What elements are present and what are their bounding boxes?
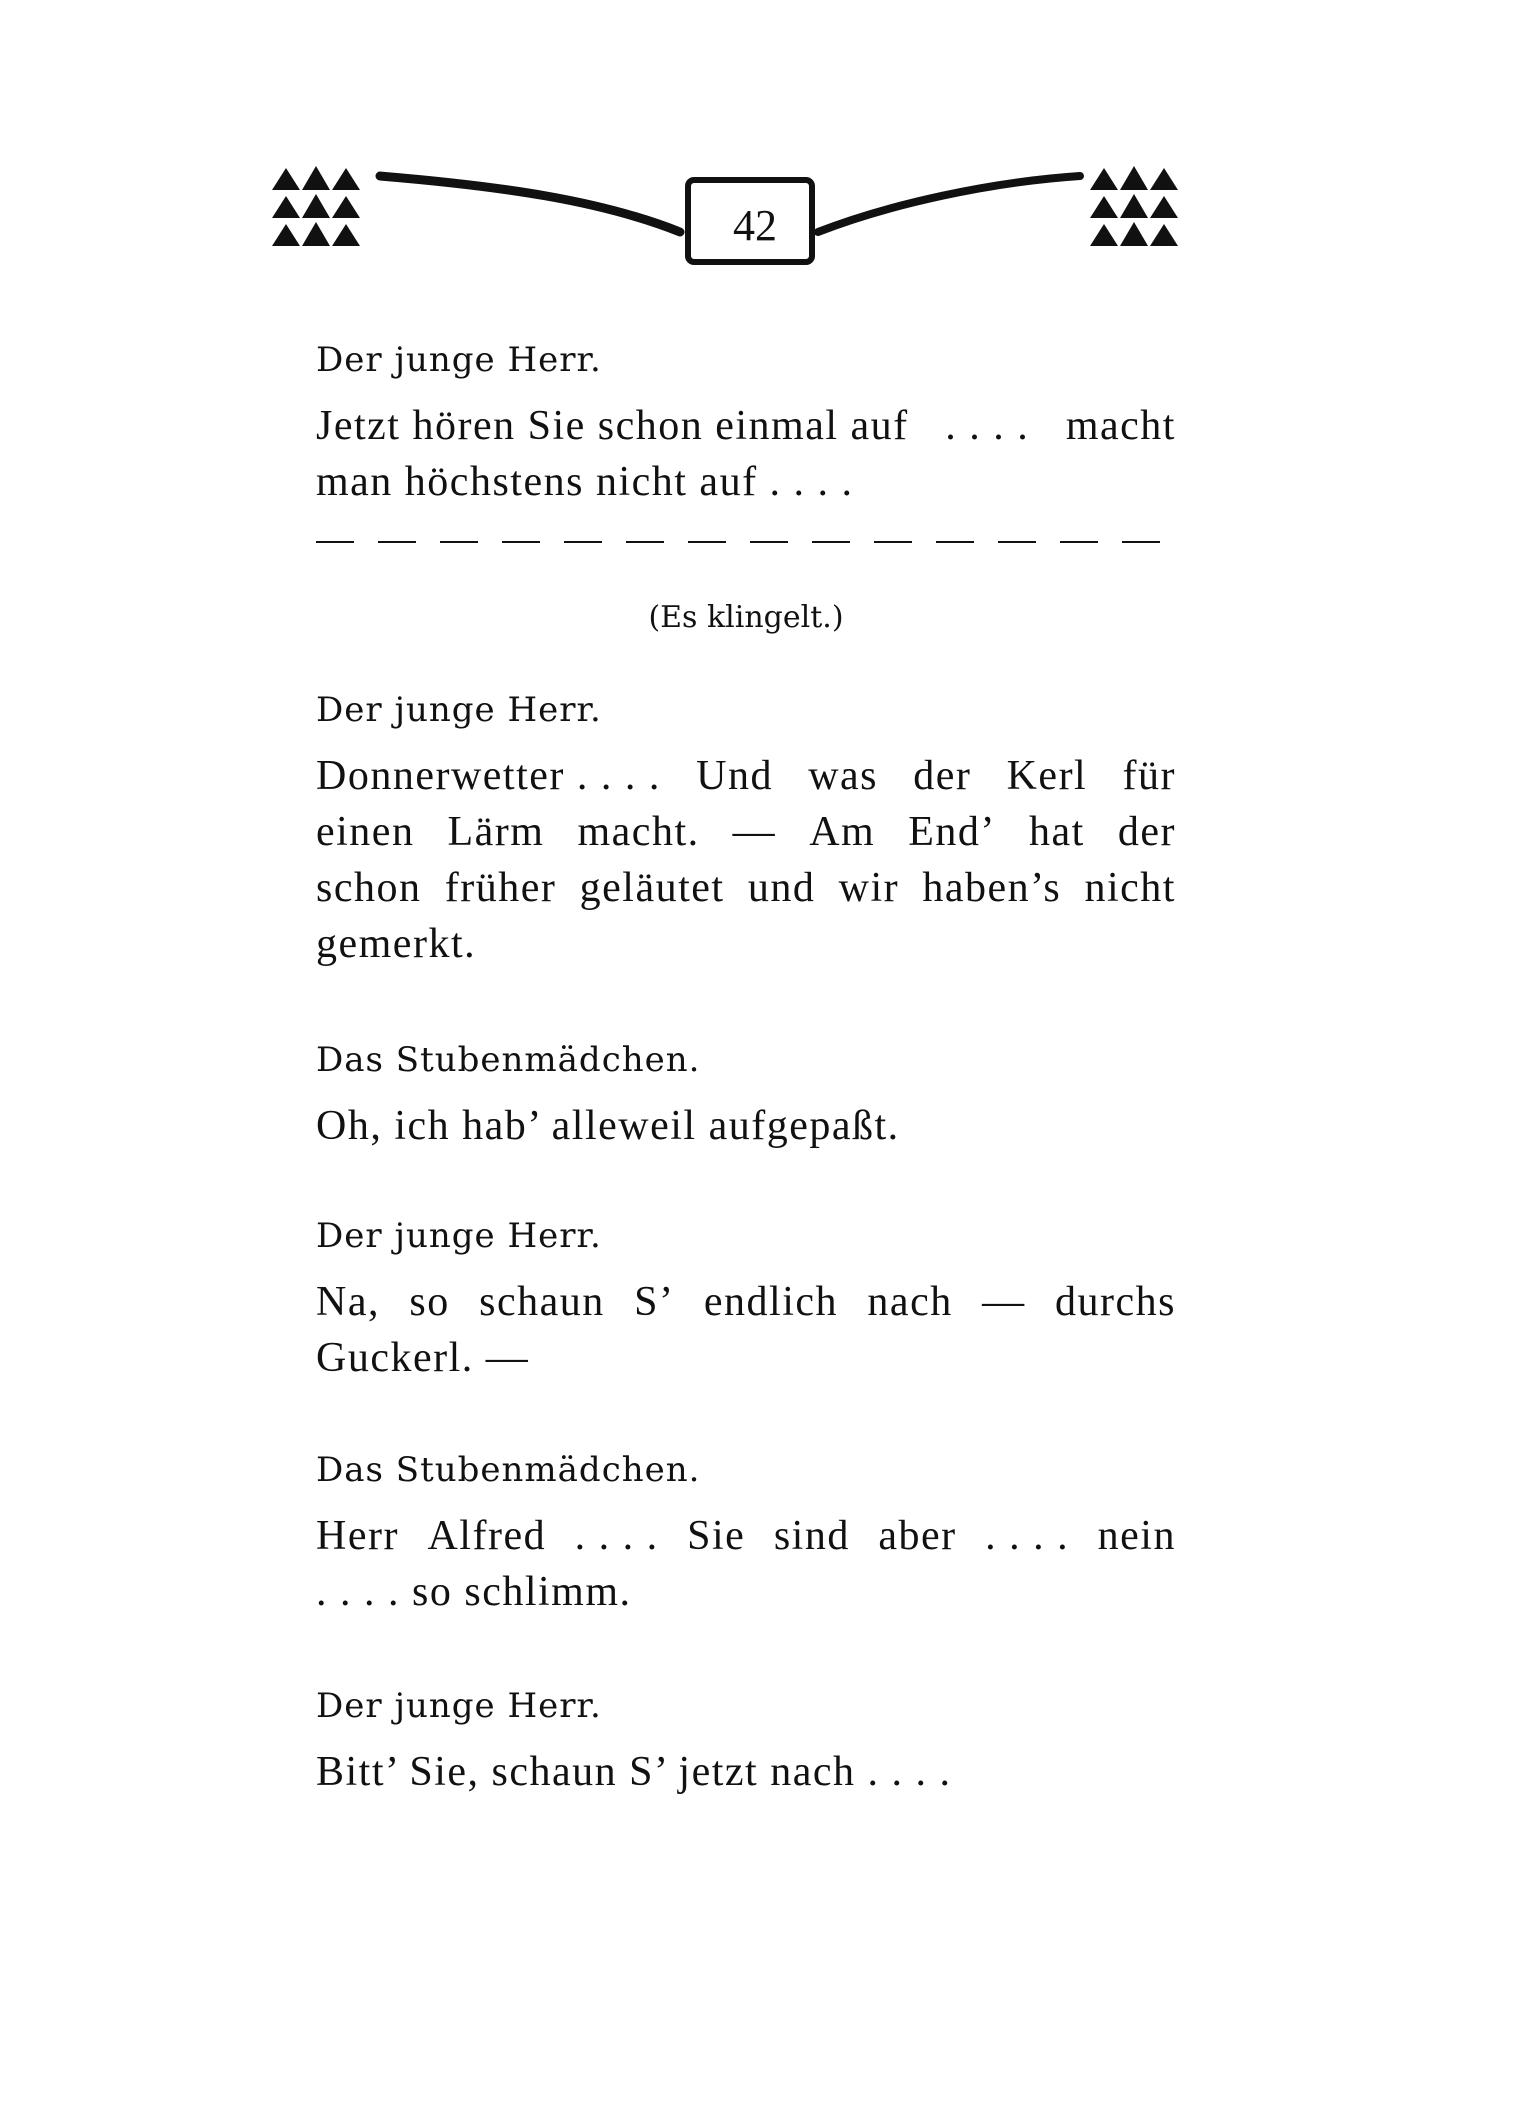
dialogue-line bbox=[316, 1744, 1176, 1800]
word: Na, bbox=[316, 1279, 380, 1325]
dialogue-line bbox=[316, 860, 1176, 916]
dialogue-line bbox=[316, 1330, 1176, 1386]
word: Herr bbox=[316, 1513, 399, 1559]
word: nein bbox=[1097, 1513, 1176, 1559]
word: für bbox=[1122, 753, 1176, 799]
word: — bbox=[732, 809, 777, 855]
word: macht bbox=[1065, 403, 1176, 449]
dialogue-line bbox=[316, 454, 1176, 510]
dialogue-line bbox=[316, 916, 1176, 972]
word: Bitt’ Sie, schaun S’ jetzt nach . . . . bbox=[316, 1749, 952, 1795]
word: Oh, ich hab’ alleweil aufgepaßt. bbox=[316, 1103, 900, 1149]
word: wir bbox=[838, 865, 900, 911]
speaker-name: Der junge Herr. bbox=[316, 340, 602, 380]
word: gemerkt. bbox=[316, 921, 477, 967]
word: nicht bbox=[1084, 865, 1176, 911]
word: S’ bbox=[634, 1279, 675, 1325]
dialogue-line bbox=[316, 1098, 1176, 1154]
word: Donnerwetter . . . . bbox=[316, 753, 661, 799]
word: Und bbox=[696, 753, 773, 799]
word: einen bbox=[316, 809, 415, 855]
dashed-rule bbox=[316, 540, 1176, 544]
dialogue-line bbox=[316, 398, 1176, 454]
speaker-name: Der junge Herr. bbox=[316, 1686, 602, 1726]
word: Am bbox=[809, 809, 876, 855]
word: man höchstens nicht auf . . . . bbox=[316, 459, 854, 505]
stage-direction: (Es klingelt.) bbox=[648, 600, 844, 635]
page-number: 42 bbox=[733, 200, 777, 250]
dialogue-block bbox=[316, 1686, 1176, 1800]
word: . . . . so schlimm. bbox=[316, 1569, 632, 1615]
dialogue-block bbox=[316, 340, 1176, 510]
word: schon bbox=[316, 865, 422, 911]
dialogue-line bbox=[316, 1274, 1176, 1330]
word: Lärm bbox=[447, 809, 545, 855]
dialogue-block bbox=[316, 690, 1176, 972]
dialogue-block bbox=[316, 1216, 1176, 1386]
word: früher bbox=[444, 865, 557, 911]
word: schaun bbox=[479, 1279, 605, 1325]
speaker-name: Der junge Herr. bbox=[316, 1216, 602, 1256]
dialogue-line bbox=[316, 1508, 1176, 1564]
word: nach bbox=[867, 1279, 953, 1325]
word: . . . . bbox=[945, 403, 1030, 449]
word: — bbox=[982, 1279, 1026, 1325]
speaker-name: Das Stubenmädchen. bbox=[316, 1040, 701, 1080]
word: geläutet bbox=[579, 865, 725, 911]
word: Sie bbox=[687, 1513, 746, 1559]
dialogue-block bbox=[316, 1040, 1176, 1154]
word: der bbox=[1117, 809, 1176, 855]
word: End’ bbox=[908, 809, 996, 855]
dialogue-line bbox=[316, 748, 1176, 804]
word: sind bbox=[773, 1513, 850, 1559]
word: macht. bbox=[577, 809, 700, 855]
word: endlich bbox=[703, 1279, 839, 1325]
word: Guckerl. — bbox=[316, 1335, 530, 1381]
speaker-name: Das Stubenmädchen. bbox=[316, 1450, 701, 1490]
word: und bbox=[747, 865, 816, 911]
speaker-name: Der junge Herr. bbox=[316, 690, 602, 730]
word: Kerl bbox=[1006, 753, 1088, 799]
word: was bbox=[808, 753, 879, 799]
word: der bbox=[913, 753, 972, 799]
word: Jetzt hören Sie schon einmal auf bbox=[316, 403, 909, 449]
word: . . . . bbox=[574, 1513, 659, 1559]
word: Alfred bbox=[427, 1513, 547, 1559]
word: so bbox=[409, 1279, 450, 1325]
word: . . . . bbox=[985, 1513, 1070, 1559]
dialogue-block bbox=[316, 1450, 1176, 1620]
word: hat bbox=[1028, 809, 1085, 855]
dialogue-line bbox=[316, 804, 1176, 860]
word: haben’s bbox=[922, 865, 1062, 911]
word: durchs bbox=[1055, 1279, 1176, 1325]
word: aber bbox=[878, 1513, 957, 1559]
dialogue-line bbox=[316, 1564, 1176, 1620]
